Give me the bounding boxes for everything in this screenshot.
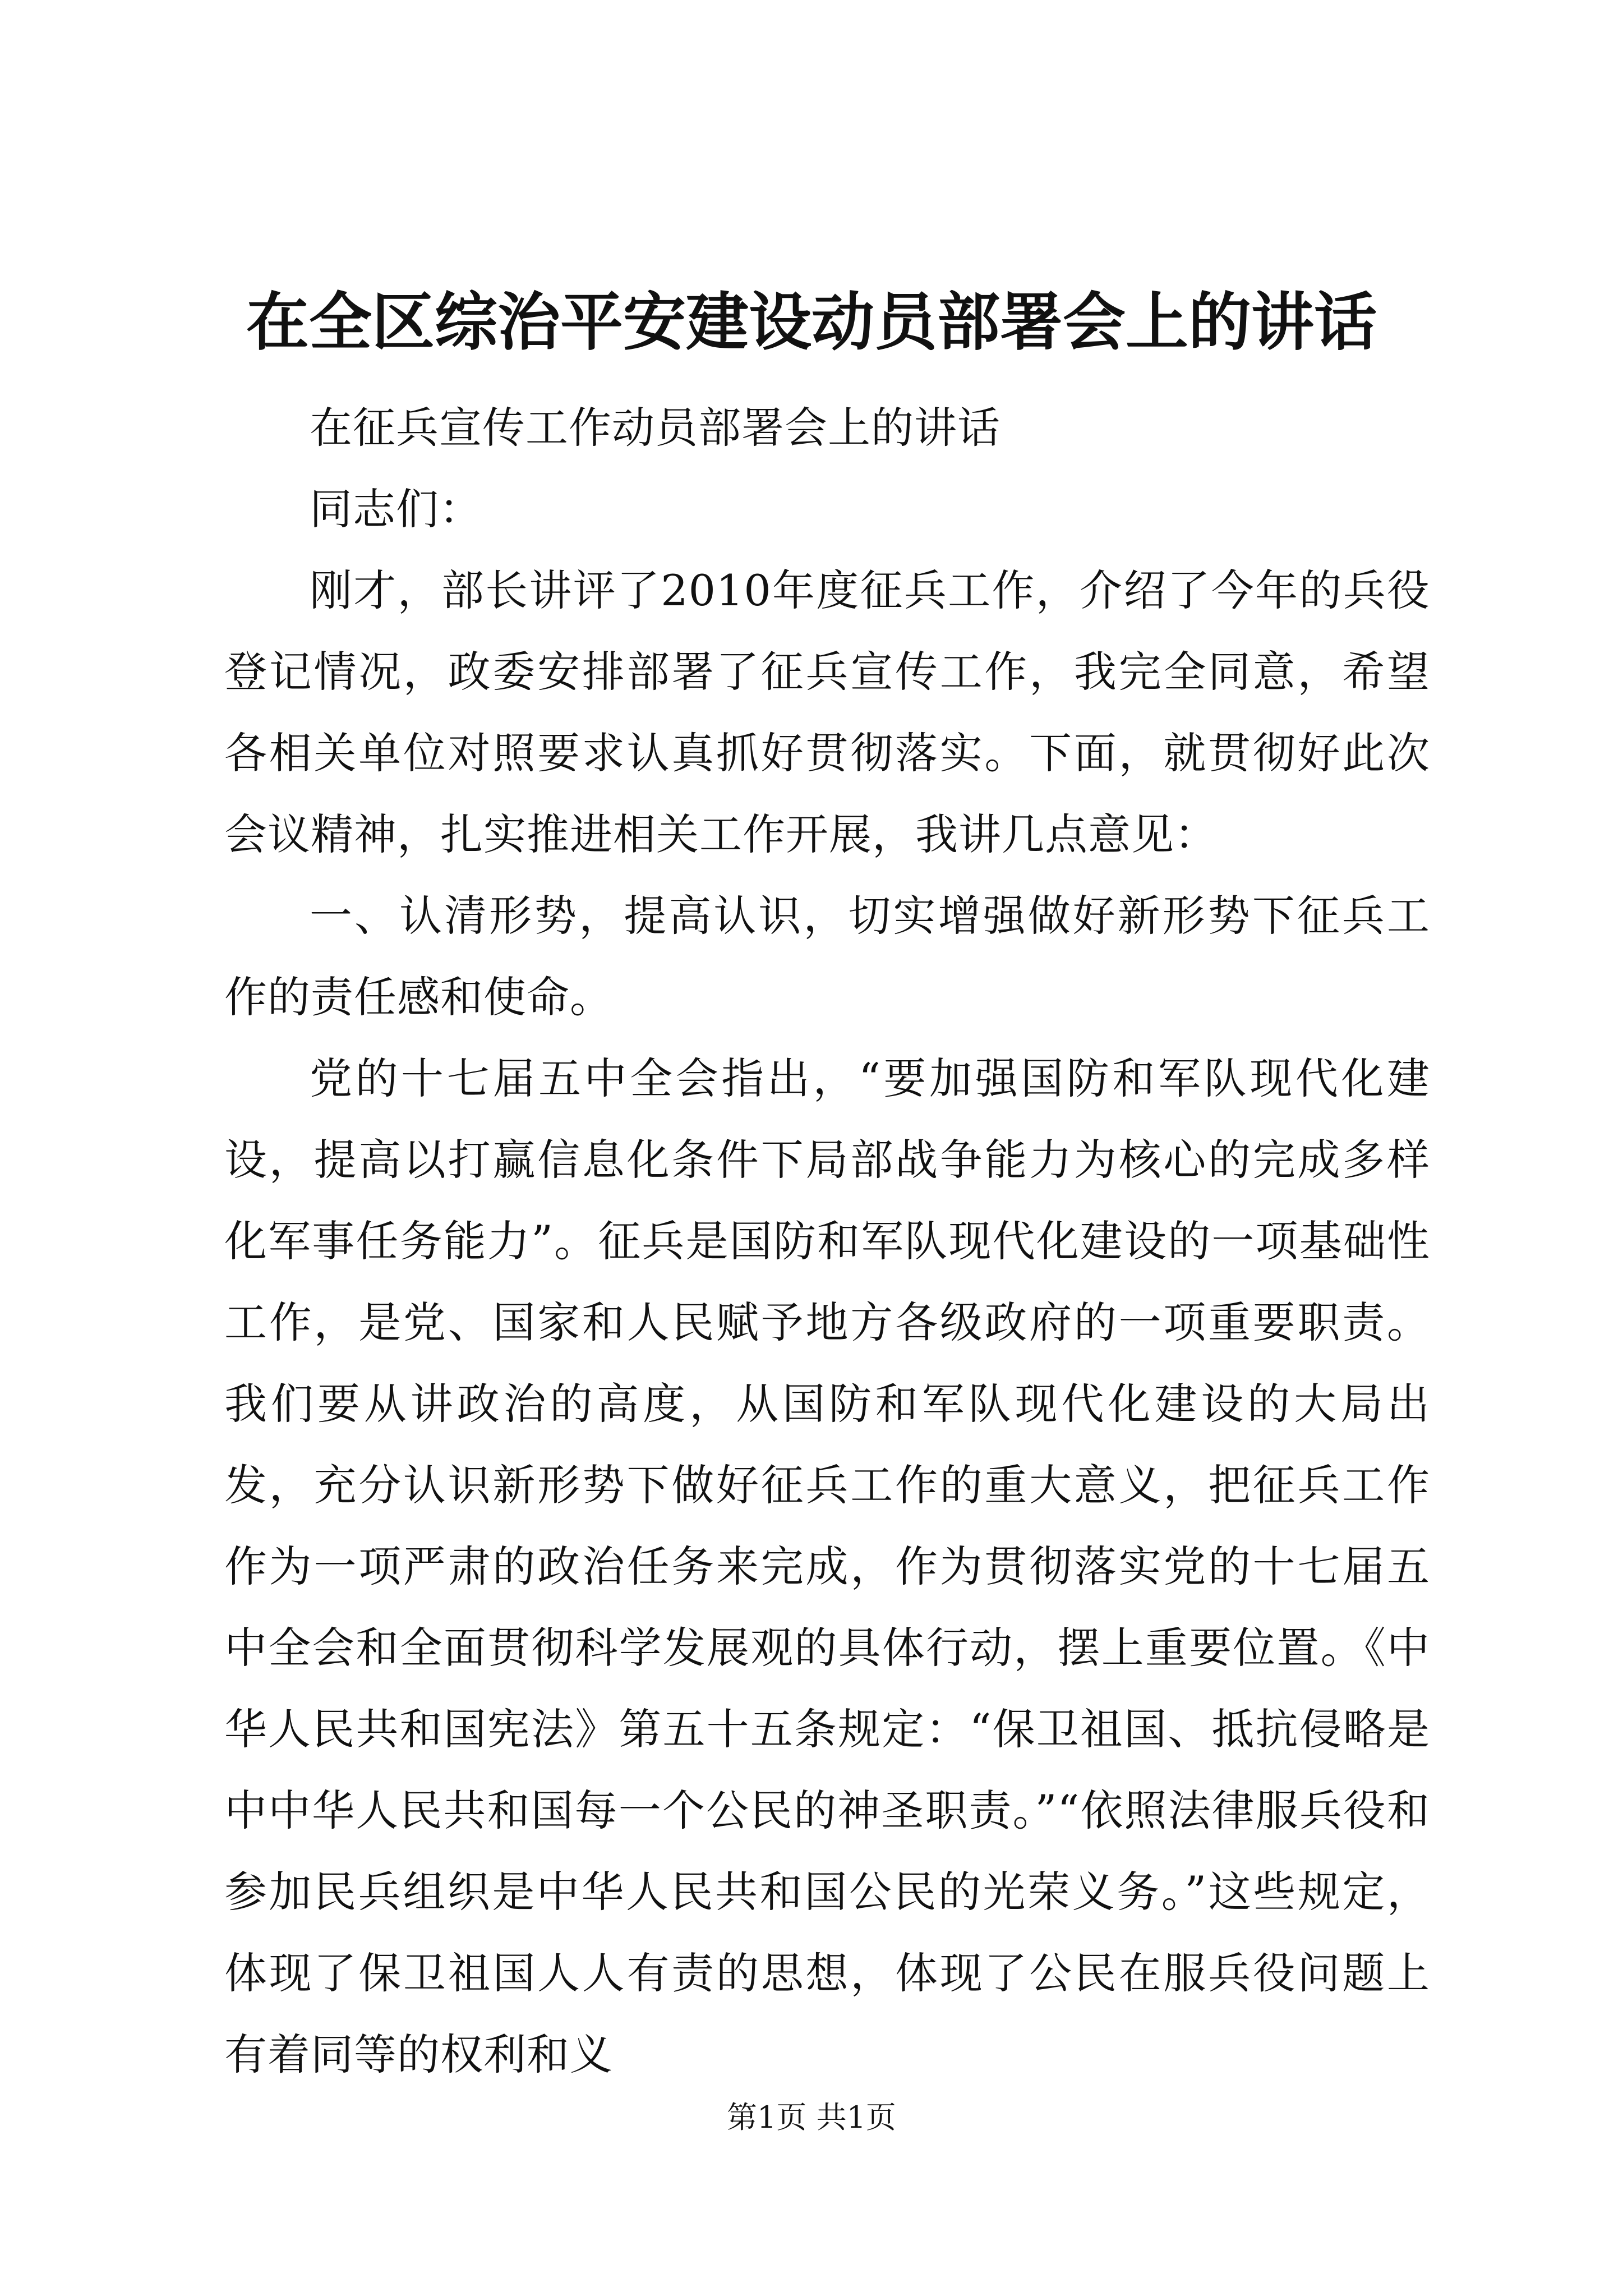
salutation-paragraph: 同志们： xyxy=(310,484,482,534)
document-body xyxy=(224,387,1430,2095)
subtitle-paragraph: 在征兵宣传工作动员部署会上的讲话 xyxy=(310,403,1000,453)
page-footer: 第1页 共1页 xyxy=(727,2100,896,2135)
document-title: 在全区综治平安建设动员部署会上的讲话 xyxy=(246,286,1377,359)
section-heading-paragraph: 一、认清形势，提高认识，切实增强做好新形势下征兵工作的责任感和使命。 xyxy=(224,891,1430,1022)
body-paragraph: 党的十七届五中全会指出，“要加强国防和军队现代化建设，提高以打赢信息化条件下局部战争能力为核心的完成多样化军事任务能力”。征兵是国防和军队现代化建设的一项基础性工作，是党、国家和人民赋予地方各级政府的一项重要职责。我们要从讲政治的高度，从国防和军队现代化建设的大局出发，充分认识新形势下做好征兵工作的重大意义，把征兵工作作为一项严肃的政治任务来完成，作为贯彻落实党的十七届五中全会和全面贯彻科学发展观的具体行动，摆上重要位置。《中华人民共和国宪法》第五十五条规定：“保卫祖国、抵抗侵略是中中华人民共和国每一个公民的神圣职责。”“依照法律服兵役和参加民兵组织是中华人民共和国公民的光荣义务。”这些规定，体现了保卫祖国人人有责的思想，体现了公民在服兵役问题上有着同等的权利和义 xyxy=(224,1053,1430,2079)
intro-paragraph: 刚才，部长讲评了2010年度征兵工作，介绍了今年的兵役登记情况，政委安排部署了征兵宣传工作，我完全同意，希望各相关单位对照要求认真抓好贯彻落实。下面，就贯彻好此次会议精神，扎实推进相关工作开展，我讲几点意见： xyxy=(224,565,1430,859)
